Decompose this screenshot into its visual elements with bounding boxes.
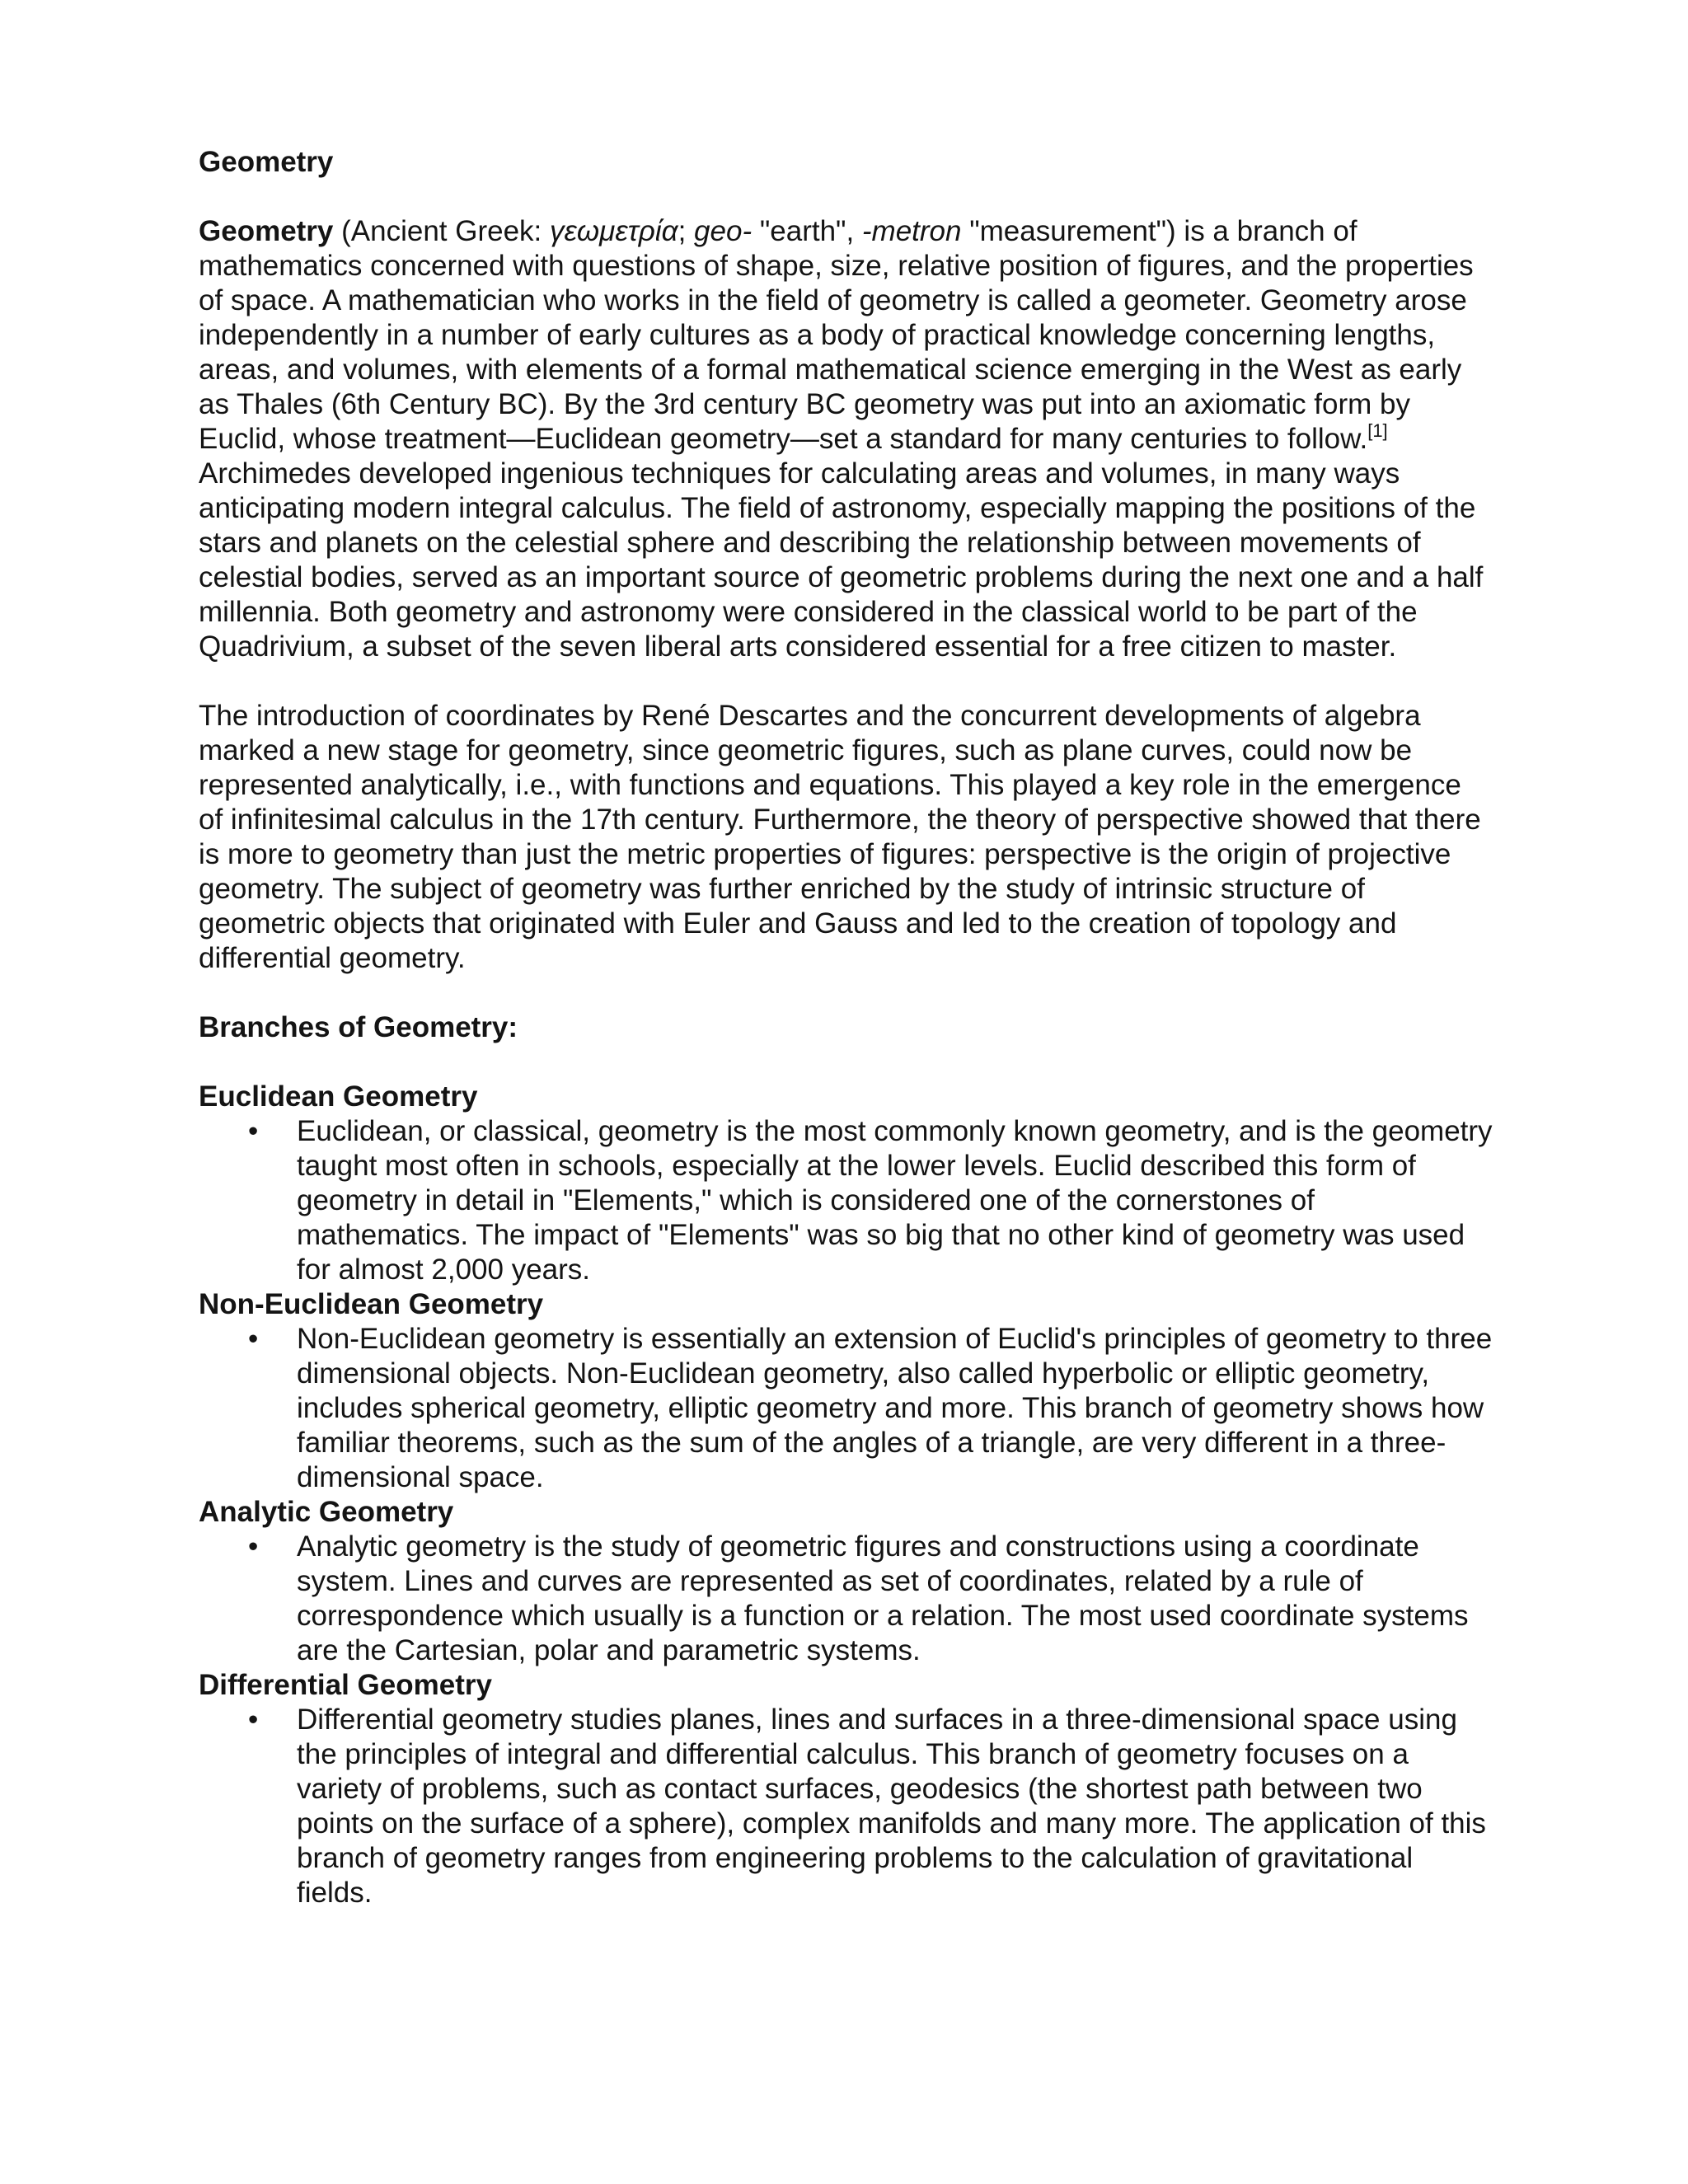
page-title: Geometry [199,146,334,178]
intro-text-open: (Ancient Greek: [333,215,551,247]
list-item-text: Non-Euclidean geometry is essentially an extension of Euclid's principles of geometry to three dimensional objects. Non-Euclidean geometry, also called hyperbolic or elliptic geometry, includes spherical geometry, elliptic geometry and more. This branch of geometry shows how familiar theorems, such as the sum of the angles of a triangle, are very different in a three-dimensional space. [297,1323,1493,1493]
coordinates-paragraph: The introduction of coordinates by René Descartes and the concurrent developments of algebra marked a new stage for geometry, since geometric figures, such as plane curves, could now be represented analytically, i.e., with functions and equations. This played a key role in the emergence of infinitesimal calculus in the 17th century. Furthermore, the theory of perspective showed that there is more to geometry than just the metric properties of figures: perspective is the origin of projective geometry. The subject of geometry was further enriched by the study of intrinsic structure of geometric objects that originated with Euler and Gauss and led to the creation of topology and differential geometry. [199,700,1481,974]
list-item [199,1703,1493,1910]
intro-text-b: Archimedes developed ingenious techniques for calculating areas and volumes, in many ways anticipating modern integral calculus. The field of astronomy, especially mapping the positions of the stars and planets on the celestial sphere and describing the relationship between movements of celestial bodies, served as an important source of geometric problems during the next one and a half millennia. Both geometry and astronomy were considered in the classical world to be part of the Quadrivium, a subset of the seven liberal arts considered essential for a free citizen to master. [199,457,1484,663]
bullet-icon: • [248,1115,259,1147]
bullet-icon: • [248,1530,259,1563]
intro-text-earth: "earth", [752,215,862,247]
list-item [199,1322,1493,1495]
list-item [199,1530,1493,1668]
intro-text-semi: ; [678,215,695,247]
intro-text-a: "measurement") is a branch of mathematics concerned with questions of shape, size, relative position of figures, and the properties of space. A mathematician who works in the field of geometry is called a geometer. Geometry arose independently in a number of early cultures as a body of practical knowledge concerning lengths, areas, and volumes, with elements of a formal mathematical science emerging in the West as early as Thales (6th Century BC). By the 3rd century BC geometry was put into an axiomatic form by Euclid, whose treatment—Euclidean geometry—set a standard for many centuries to follow. [199,215,1474,455]
list-item-text: Euclidean, or classical, geometry is the most commonly known geometry, and is the geometry taught most often in schools, especially at the lower levels. Euclid described this form of geometry in detail in "Elements," which is considered one of the cornerstones of mathematics. The impact of "Elements" was so big that no other kind of geometry was used for almost 2,000 years. [297,1115,1493,1286]
intro-term: Geometry [199,215,334,247]
section-non-euclidean [199,1287,1493,1495]
geo-prefix: geo- [694,215,753,247]
branches-heading: Branches of Geometry: [199,1011,518,1043]
section-analytic [199,1495,1493,1668]
section-differential [199,1668,1493,1910]
list-item-text: Analytic geometry is the study of geometric figures and constructions using a coordinate system. Lines and curves are represented as set of coordinates, related by a rule of correspondence which usually is a function or a relation. The most used coordinate systems are the Cartesian, polar and parametric systems. [297,1530,1469,1666]
metron-suffix: -metron [861,215,962,247]
greek-word: γεωμετρία [550,215,678,247]
section-heading: Differential Geometry [199,1669,492,1701]
list-item [199,1114,1493,1287]
section-heading: Analytic Geometry [199,1496,454,1528]
section-heading: Euclidean Geometry [199,1080,478,1113]
document-page [199,145,1493,1910]
bullet-icon: • [248,1704,259,1736]
section-euclidean [199,1080,1493,1287]
list-item-text: Differential geometry studies planes, lines and surfaces in a three-dimensional space using the principles of integral and differential calculus. This branch of geometry focuses on a variety of problems, such as contact surfaces, geodesics (the shortest path between two points on the surface of a sphere), complex manifolds and many more. The application of this branch of geometry ranges from engineering problems to the calculation of gravitational fields. [297,1704,1486,1909]
section-heading: Non-Euclidean Geometry [199,1288,544,1320]
citation-ref[interactable]: [1] [1367,420,1388,441]
intro-paragraph [199,214,1493,664]
bullet-icon: • [248,1323,259,1355]
